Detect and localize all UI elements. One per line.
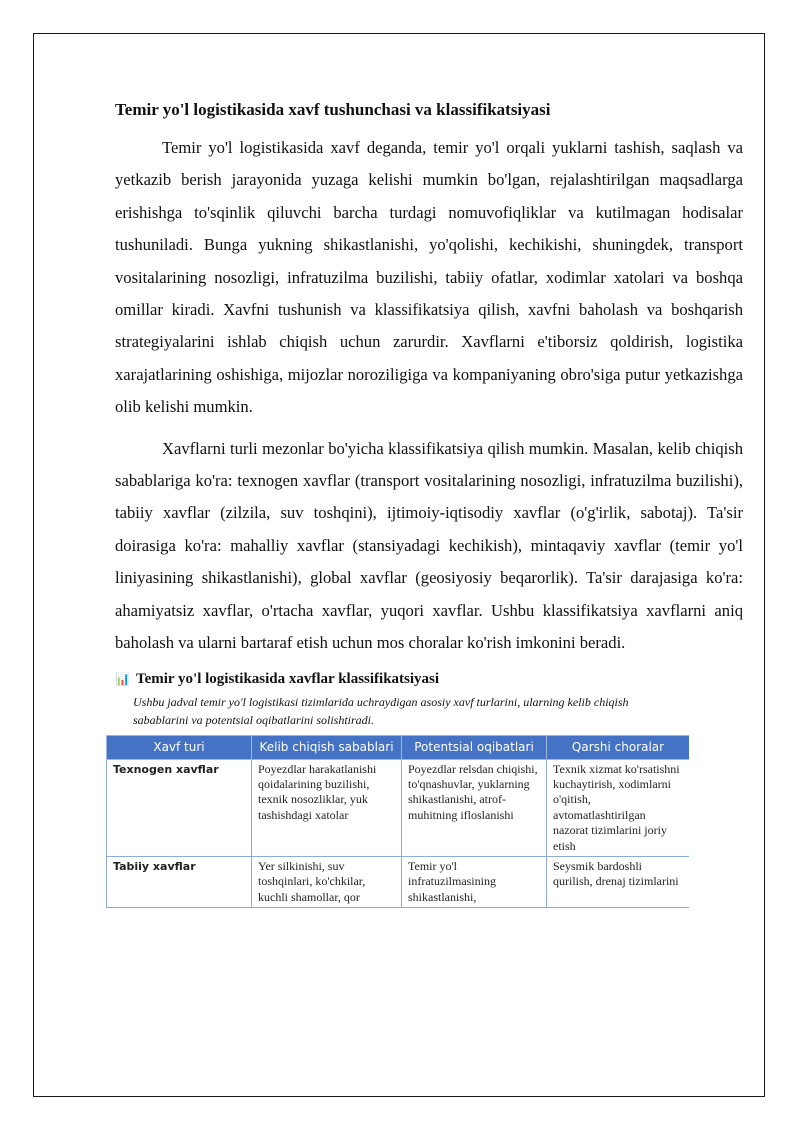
column-header-risk-type: Xavf turi xyxy=(107,735,252,759)
paragraph-definition: Temir yo'l logistikasida xavf deganda, temir yo'l orqali yuklarni tashish, saqlash va yetkazib berish jarayonida yuzaga kelishi mumkin bo'lgan, rejalashtirilgan maqsadlarga erishishga to'sqinlik qiluvchi barcha turdagi nomuvofiqliklar va kutilmagan hodisalar tushuniladi. Bunga yukning shikastlanishi, yo'qolishi, kechikishi, shuningdek, transport vositalarining nosozligi, infratuzilma buzilishi, tabiiy ofatlar, xodimlar xatolari va boshqa omillar kiradi. Xavfni tushunish va klassifikatsiya qilish, xavfni baholash va boshqarish strategiyalarini ishlab chiqish uchun zarurdir. Xavflarni e'tiborsiz qoldirish, logistika xarajatlarining oshishiga, mijozlar noroziligiga va kompaniyaning obro'siga putur yetkazishga olib kelishi mumkin. xyxy=(115,138,743,417)
bar-chart-icon: 📊 xyxy=(115,671,130,686)
table-row xyxy=(107,759,690,856)
cell-risk-type: Texnogen xavflar xyxy=(107,759,252,856)
cell-consequences: Poyezdlar relsdan chiqishi, to'qnashuvlar, yuklarning shikastlanishi, atrof-muhitning ifloslanishi xyxy=(402,759,547,856)
cell-consequences: Temir yo'l infratuzilmasining shikastlanishi, xyxy=(402,856,547,907)
table-row xyxy=(107,856,690,907)
cell-measures: Seysmik bardoshli qurilish, drenaj tizimlarini xyxy=(547,856,690,907)
table-header-row xyxy=(107,735,690,759)
risk-table-container xyxy=(106,735,689,933)
column-header-measures: Qarshi choralar xyxy=(547,735,690,759)
column-header-causes: Kelib chiqish sabablari xyxy=(252,735,402,759)
table-title: Temir yo'l logistikasida xavflar klassifikatsiyasi xyxy=(135,670,440,687)
paragraph-classification: Xavflarni turli mezonlar bo'yicha klassifikatsiya qilish mumkin. Masalan, kelib chiqish sabablariga ko'ra: texnogen xavflar (transport vositalarining nosozligi, infratuzilma buzilishi), tabiiy xavflar (zilzila, suv toshqini), ijtimoiy-iqtisodiy xavflar (o'g'irlik, sabotaj). Ta'sir doirasiga ko'ra: mahalliy xavflar (stansiyadagi kechikish), mintaqaviy xavflar (temir yo'l liniyasining shikastlanishi), global xavflar (geosiyosiy beqarorlik). Ta'sir darajasiga ko'ra: ahamiyatsiz xavflar, o'rtacha xavflar, yuqori xavflar. Ushbu klassifikatsiya xavflarni aniq baholash va ularni bartaraf etish uchun mos choralar ko'rish imkonini beradi. xyxy=(115,438,743,653)
cell-risk-type: Tabiiy xavflar xyxy=(107,856,252,907)
document-body xyxy=(115,98,743,933)
risk-classification-table xyxy=(106,735,689,909)
table-heading xyxy=(115,669,743,689)
cell-measures: Texnik xizmat ko'rsatishni kuchaytirish, xodimlarni o'qitish, avtomatlashtirilgan nazorat tizimlarini joriy etish xyxy=(547,759,690,856)
cell-causes: Poyezdlar harakatlanishi qoidalarining buzilishi, texnik nosozliklar, yuk tashishdagi xatolar xyxy=(252,759,402,856)
section-title: Temir yo'l logistikasida xavf tushunchasi va klassifikatsiyasi xyxy=(115,100,551,119)
table-caption: Ushbu jadval temir yo'l logistikasi tizimlarida uchraydigan asosiy xavf turlarini, ularning kelib chiqish sabablarini va potentsial oqibatlarini solishtiradi. xyxy=(133,694,629,727)
column-header-consequences: Potentsial oqibatlari xyxy=(402,735,547,759)
cell-causes: Yer silkinishi, suv toshqinlari, ko'chkilar, kuchli shamollar, qor xyxy=(252,856,402,907)
